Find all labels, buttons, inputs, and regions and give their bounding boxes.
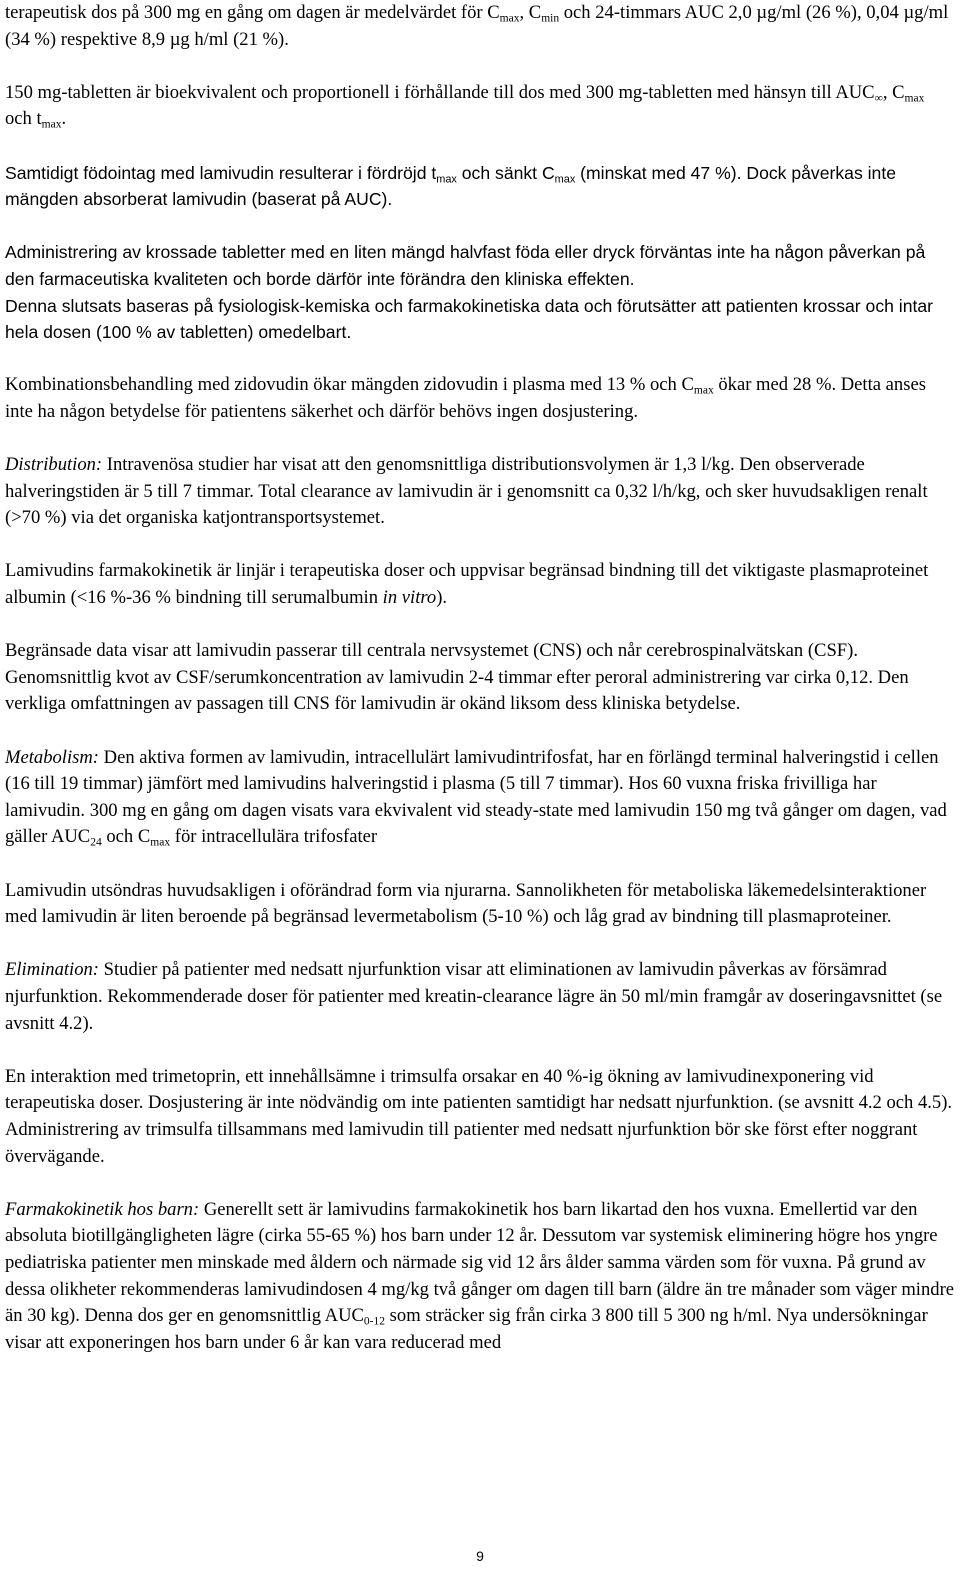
paragraph-trimethoprim-interaction: En interaktion med trimetoprin, ett innehållsämne i trimsulfa orsakar en 40 %-ig ökning av lamivudinexponering vid terapeutiska doser. Dosjustering är inte nödvändig om inte patienten samtidigt har nedsatt njurfunktion. (se avsnitt 4.2 och 4.5). Administrering av trimsulfa tillsammans med lamivudin till patienter med nedsatt njurfunktion bör ske först efter noggrant övervägande.	[5, 1065, 953, 1167]
paragraph-bioavailability-values: terapeutisk dos på 300 mg en gång om dagen är medelvärdet för $C_{max}$, $C_{min}$ och 24-timmars AUC 2,0 µg/ml (26 %), 0,04 µg/ml (34 %) respektive 8,9 µg h/ml (21 %).	[5, 2, 949, 50]
paragraph-conclusion: Denna slutsats baseras på fysiologisk-kemiska och farmakokinetiska data och förutsätter att patienten krossar och intar hela dosen (100 % av tabletten) omedelbart.	[5, 295, 934, 343]
paragraph-cns: Begränsade data visar att lamivudin passerar till centrala nervsystemet (CNS) och når cerebrospinalvätskan (CSF). Genomsnittlig kvot av CSF/serumkoncentration av lamivudin 2-4 timmar efter peroral administrering var cirka 0,12. Den verkliga omfattningen av passagen till CNS för lamivudin är okänd liksom dess kliniska betydelse.	[5, 640, 909, 715]
paragraph-linear-kinetics: Lamivudins farmakokinetik är linjär i terapeutiska doser och uppvisar begränsad bindning till det viktigaste plasmaproteinet albumin (<16 %-36 % bindning till serumalbumin in vitro).	[5, 560, 929, 609]
section-heading-metabolism: Metabolism:	[5, 746, 99, 768]
paragraph-crushed-tablets: Administrering av krossade tabletter med en liten mängd halvfast föda eller dryck förväntas inte ha någon påverkan på den farmaceutiska kvaliteten och borde därför inte förändra den kliniska effekten.	[5, 242, 926, 289]
paragraph-food-intake: Samtidigt födointag med lamivudin resulterar i fördröjd $t_{max}$ och sänkt $C_{max}$ (minskat med 47 %). Dock påverkas inte mängden absorberat lamivudin (baserat på AUC).	[5, 162, 896, 210]
section-heading-pediatric: Farmakokinetik hos barn:	[5, 1198, 200, 1220]
document-page	[5, 0, 955, 1383]
section-heading-distribution: Distribution:	[5, 454, 103, 476]
paragraph-metabolism: Metabolism: Den aktiva formen av lamivudin, intracellulärt lamivudintrifosfat, har en förlängd terminal halveringstid i cellen (16 till 19 timmar) jämfört med lamivudins halveringstid i plasma (5 till 7 timmar). Hos 60 vuxna friska frivilliga har lamivudin. 300 mg en gång om dagen visats vara ekvivalent vid steady-state med lamivudin 150 mg två gånger om dagen, vad gäller $AUC_{24}$ och $C_{max}$ för intracellulära trifosfater	[5, 746, 947, 849]
paragraph-elimination: Elimination: Studier på patienter med nedsatt njurfunktion visar att eliminationen av lamivudin påverkas av försämrad njurfunktion. Rekommenderade doser för patienter med kreatin-clearance lägre än 50 ml/min framgår av doseringavsnittet (se avsnitt 4.2).	[5, 959, 943, 1034]
paragraph-pediatric-pharmacokinetics: Farmakokinetik hos barn: Generellt sett är lamivudins farmakokinetik hos barn likartad den hos vuxna. Emellertid var den absoluta biotillgängligheten lägre (cirka 55-65 %) hos barn under 12 år. Dessutom var systemisk eliminering högre hos yngre pediatriska patienter men minskade med åldern och närmade sig vid 12 års ålder samma värden som för vuxna. På grund av dessa olikheter rekommenderas lamivudindosen 4 mg/kg två gånger om dagen till barn (äldre än tre månader som väger mindre än 30 kg). Denna dos ger en genomsnittlig $AUC_{0-12}$ som sträcker sig från cirka 3 800 till 5 300 ng h/ml. Nya undersökningar visar att exponeringen hos barn under 6 år kan vara reducerad med	[5, 1198, 955, 1353]
paragraph-bioequivalence: 150 mg-tabletten är bioekvivalent och proportionell i förhållande till dos med 300 mg-tabletten med hänsyn till $AUC_\infty$, $C_{max}$ och $t_{max}$.	[5, 81, 925, 131]
page-number: 9	[476, 1548, 484, 1564]
paragraph-zidovudine-combination: Kombinationsbehandling med zidovudin ökar mängden zidovudin i plasma med 13 % och $C_{max}$ ökar med 28 %. Detta anses inte ha någon betydelse för patientens säkerhet och därför behövs ingen dosjustering.	[5, 374, 926, 422]
paragraph-distribution: Distribution: Intravenösa studier har visat att den genomsnittliga distributionsvolymen är 1,3 l/kg. Den observerade halveringstiden är 5 till 7 timmar. Total clearance av lamivudin är i genomsnitt ca 0,32 l/h/kg, och sker huvudsakligen renalt (>70 %) via det organiska katjontransportsystemet.	[5, 454, 928, 529]
section-heading-elimination: Elimination:	[5, 959, 99, 981]
paragraph-excretion: Lamivudin utsöndras huvudsakligen i oförändrad form via njurarna. Sannolikheten för metaboliska läkemedelsinteraktioner med lamivudin är liten beroende på begränsad levermetabolism (5-10 %) och låg grad av bindning till plasmaproteiner.	[5, 879, 927, 928]
